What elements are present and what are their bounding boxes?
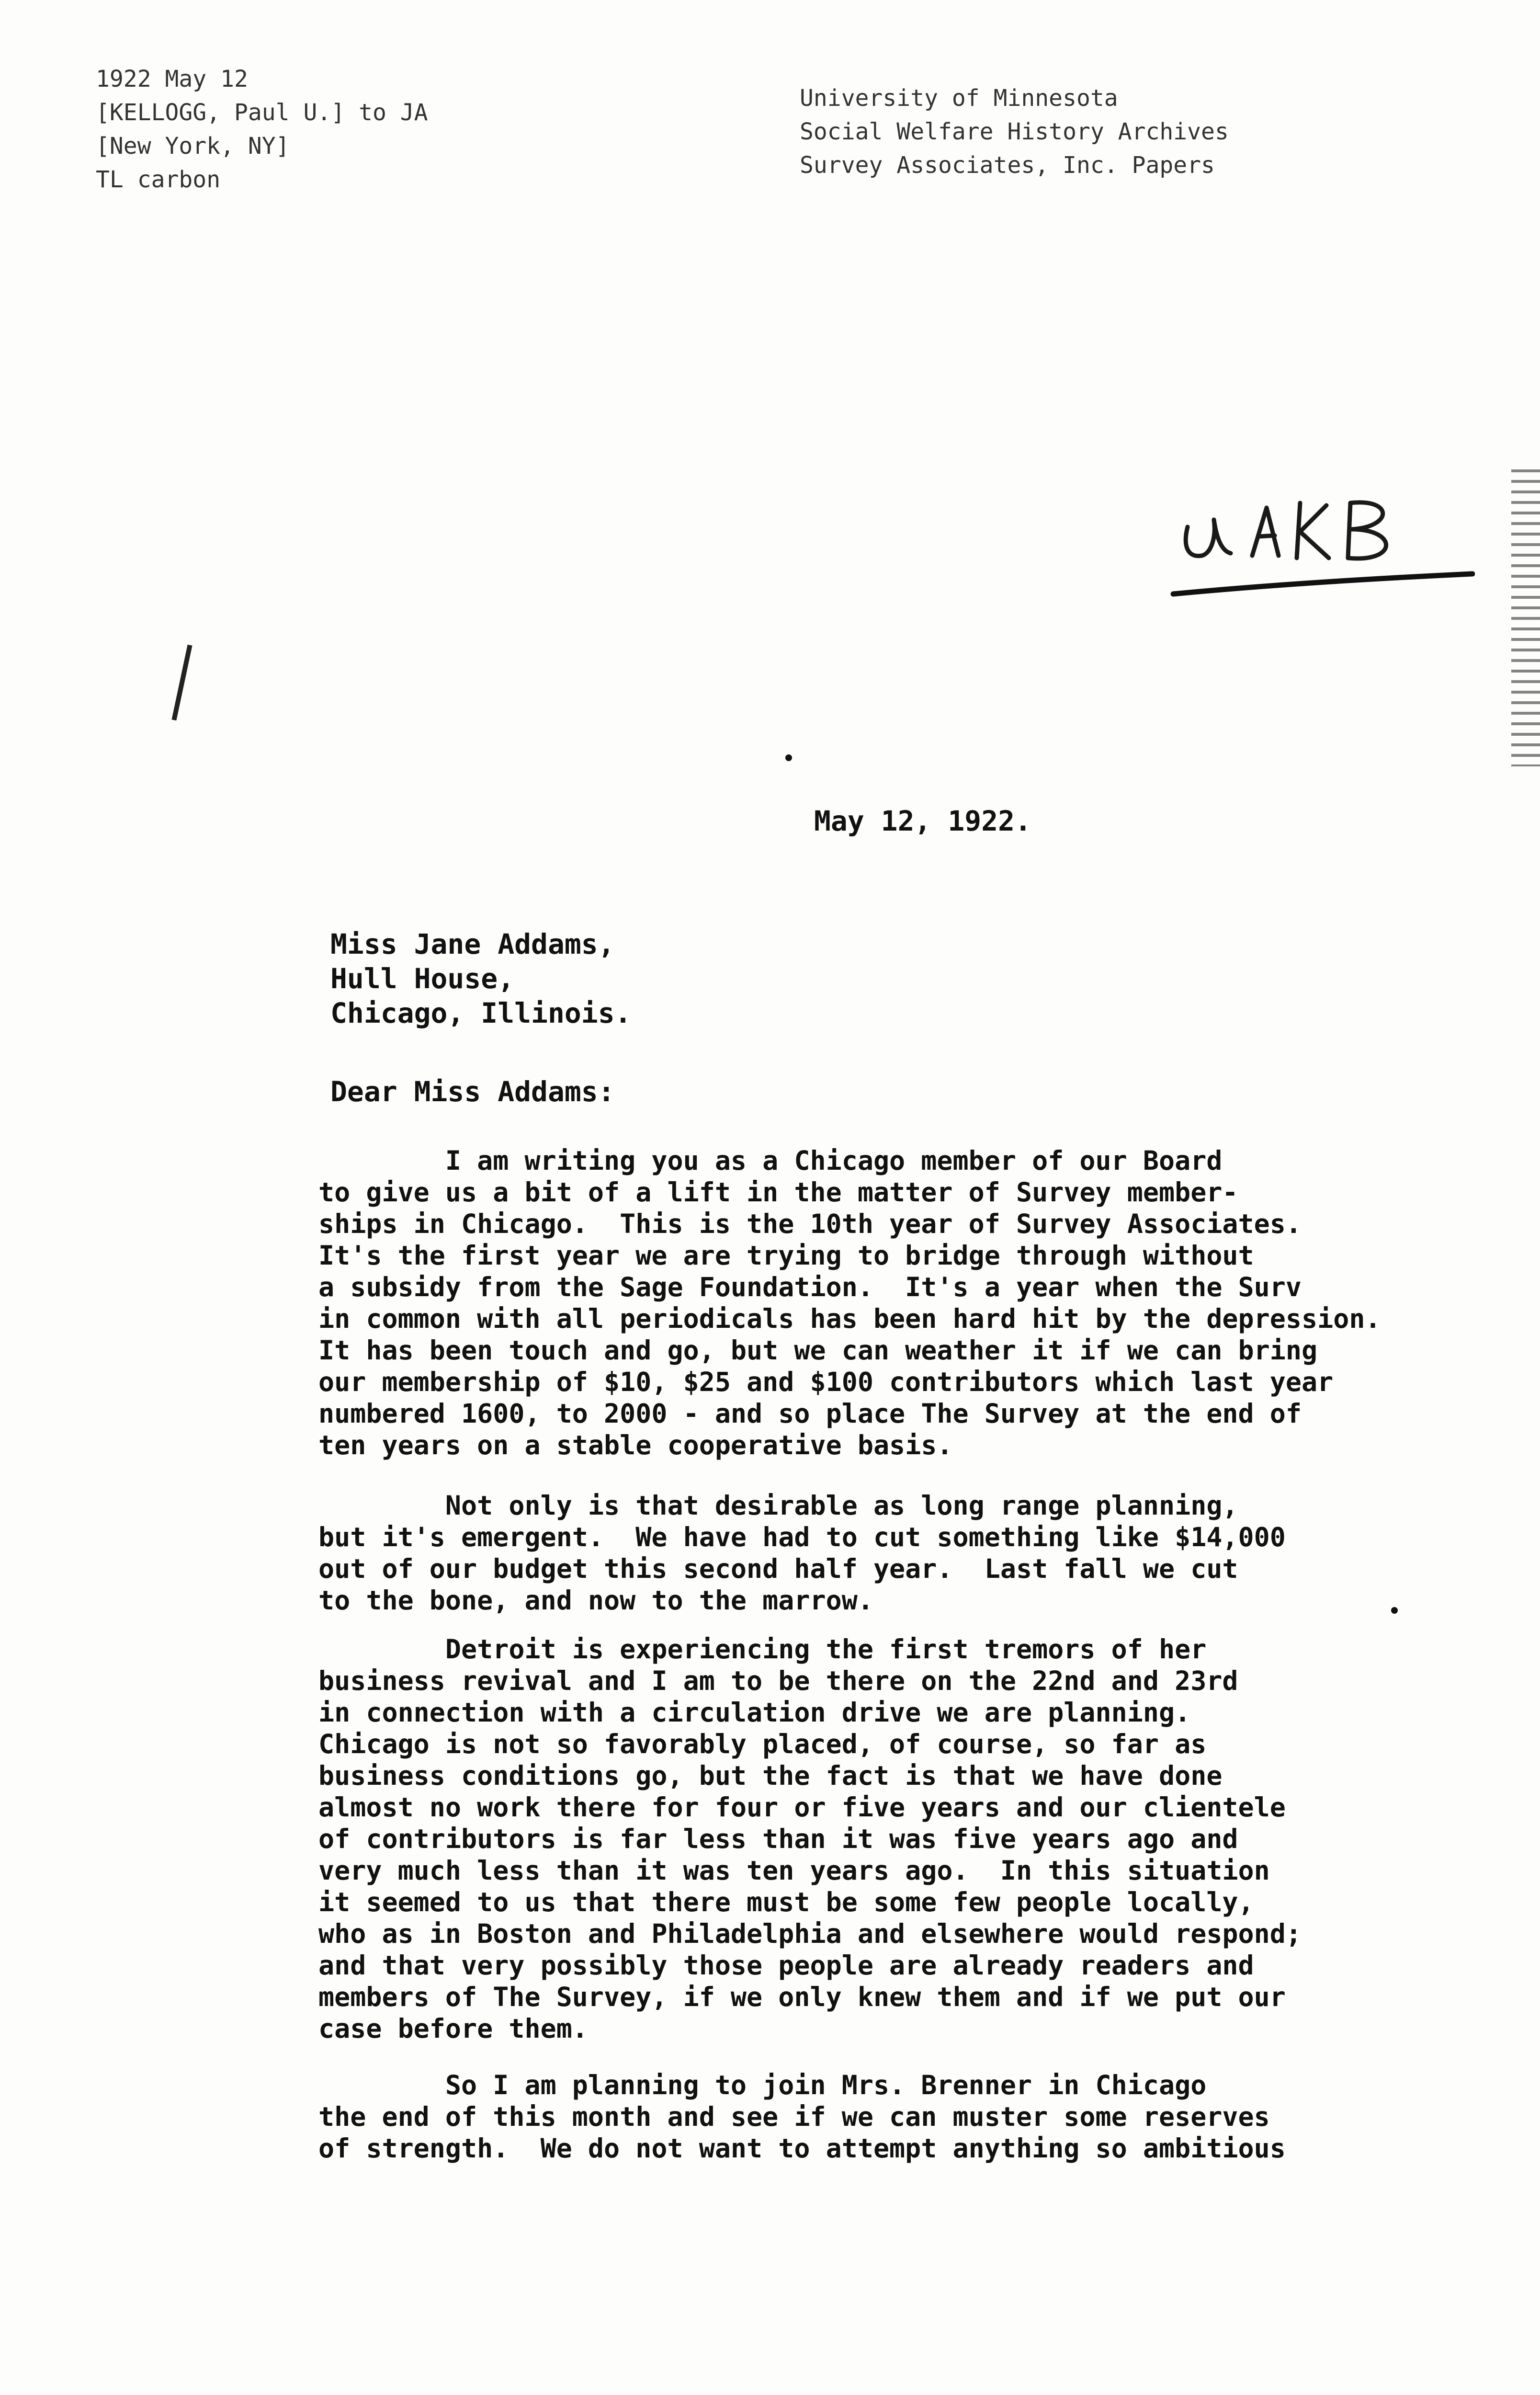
archive-source-line: Survey Associates, Inc. Papers [800,152,1215,179]
body-line: I am writing you as a Chicago member of our Board [318,1145,1223,1176]
body-line: Chicago is not so favorably placed, of course, so far as [318,1729,1207,1759]
body-line: it seemed to us that there must be some few people locally, [318,1887,1254,1917]
meta-date: 1922 May 12 [96,66,248,92]
body-line: It has been touch and go, but we can weather it if we can bring [318,1335,1318,1366]
stray-mark [785,754,792,761]
archive-source-line: Social Welfare History Archives [800,118,1229,145]
body-line: of strength. We do not want to attempt anything so ambitious [318,2133,1286,2164]
body-line: our membership of $10, $25 and $100 contributors which last year [318,1367,1334,1397]
body-line: numbered 1600, to 2000 - and so place The Survey at the end of [318,1398,1302,1429]
archive-source [800,81,1229,182]
address-line: Hull House, [330,962,515,995]
body-line: the end of this month and see if we can muster some reserves [318,2101,1270,2132]
stray-mark [1391,1607,1398,1614]
body-line: members of The Survey, if we only knew them and if we put our [318,1982,1286,2012]
body-line: of contributors is far less than it was five years ago and [318,1824,1238,1854]
body-line: ships in Chicago. This is the 10th year of Survey Associates. [318,1209,1302,1239]
body-line: Detroit is experiencing the first tremors of her [318,1634,1207,1665]
archive-source-line: University of Minnesota [800,85,1118,112]
handwritten-initials [1168,474,1475,599]
meta-correspondents: [KELLOGG, Paul U.] to JA [96,99,428,126]
meta-place: [New York, NY] [96,133,290,160]
address-line: Miss Jane Addams, [330,928,615,960]
body-line: business revival and I am to be there on the 22nd and 23rd [318,1665,1238,1696]
body-line: in common with all periodicals has been hard hit by the depression. [318,1303,1381,1334]
meta-type: TL carbon [96,166,221,193]
pen-stroke-mark [171,645,192,721]
body-line: So I am planning to join Mrs. Brenner in Chicago [318,2070,1207,2100]
body-paragraph [318,2069,1286,2164]
body-line: Not only is that desirable as long range planning, [318,1490,1238,1521]
letter-date: May 12, 1922. [814,805,1031,837]
body-paragraph [318,1633,1302,2044]
body-line: very much less than it was ten years ago. In this situation [318,1855,1270,1886]
address-line: Chicago, Illinois. [330,997,632,1029]
body-line: out of our budget this second half year. Last fall we cut [318,1553,1238,1584]
scan-edge-artifact [1511,469,1540,766]
body-line: to give us a bit of a lift in the matter of Survey member- [318,1177,1238,1208]
archive-metadata [96,62,428,196]
body-line: and that very possibly those people are already readers and [318,1950,1254,1981]
body-line: a subsidy from the Sage Foundation. It's a year when the Surv [318,1272,1302,1302]
body-line: ten years on a stable cooperative basis. [318,1430,953,1460]
salutation: Dear Miss Addams: [330,1075,615,1108]
body-line: business conditions go, but the fact is that we have done [318,1760,1223,1791]
body-line: case before them. [318,2013,588,2044]
body-paragraph [318,1145,1381,1461]
body-line: It's the first year we are trying to bridge through without [318,1240,1254,1271]
body-line: in connection with a circulation drive we are planning. [318,1697,1191,1728]
body-line: who as in Boston and Philadelphia and elsewhere would respond; [318,1918,1302,1949]
body-line: to the bone, and now to the marrow. [318,1585,873,1616]
inside-address [330,927,632,1030]
body-line: almost no work there for four or five years and our clientele [318,1792,1286,1823]
body-paragraph [318,1490,1286,1616]
body-line: but it's emergent. We have had to cut something like $14,000 [318,1522,1286,1552]
